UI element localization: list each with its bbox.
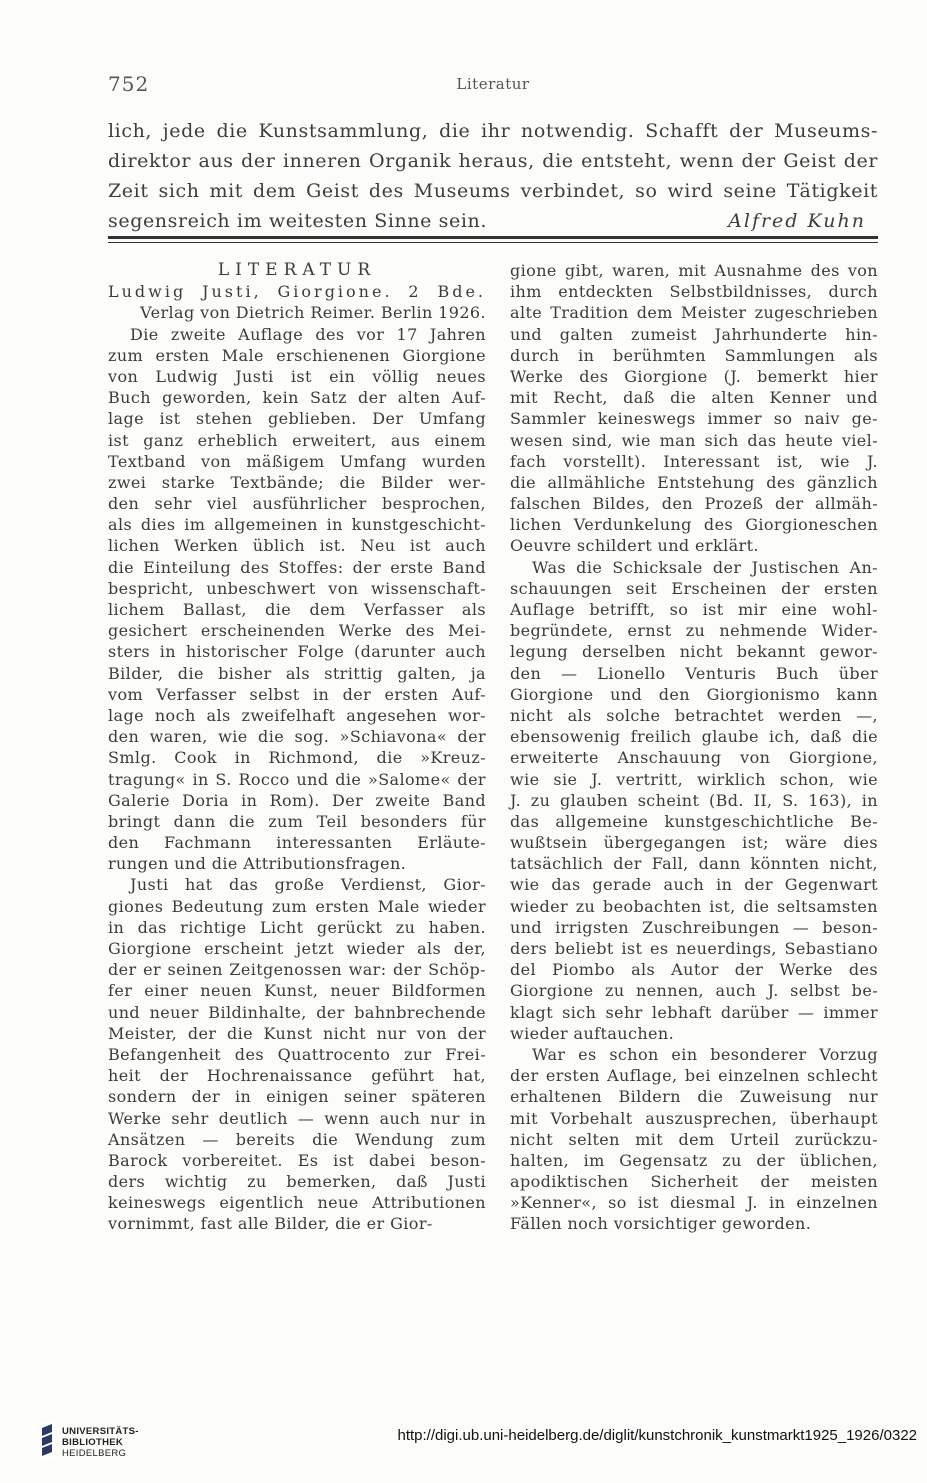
text-line: ihm entdeckten Selbstbildnisses, durch <box>510 282 878 302</box>
text-line: wieder zu beobachten ist, die seltsamsten <box>510 896 878 916</box>
text-line: bespricht, unbeschwert von wissenschaft- <box>108 578 486 598</box>
text-line: lichen Werken üblich ist. Neu ist auch <box>108 536 486 556</box>
text-line: zum ersten Male erschienenen Giorgione <box>108 345 486 365</box>
author-signature: Alfred Kuhn <box>728 210 866 232</box>
text-line: alte Tradition dem Meister zugeschrieben <box>510 303 878 323</box>
text-line: tatsächlich der Fall, dann könnten nicht, <box>510 854 878 874</box>
text-line: giones Bedeutung zum ersten Male wieder <box>108 896 486 916</box>
text-line: lage ist stehen geblieben. Der Umfang <box>108 409 486 429</box>
text-line: War es schon ein besonderer Vorzug <box>532 1044 878 1064</box>
text-line: heit der Hochrenaissance geführt hat, <box>108 1066 486 1086</box>
text-line: gesichert erscheinenden Werke des Mei- <box>108 621 486 641</box>
text-line: in das richtige Licht gerückt zu haben. <box>108 917 486 937</box>
right-column <box>510 260 878 1235</box>
text-line: nicht als solche betrachtet werden —, <box>510 705 878 725</box>
text-line: bringt dann die zum Teil besonders für <box>108 811 486 831</box>
text-line: und galten zumeist Jahrhunderte hin- <box>510 324 878 344</box>
text-line: del Piombo als Autor der Werke des <box>510 960 878 980</box>
text-line: Smlg. Cook in Richmond, die »Kreuz- <box>108 748 486 768</box>
running-head: Literatur <box>456 75 530 93</box>
library-name <box>62 1426 139 1459</box>
text-line: wußtsein übergegangen ist; wäre dies <box>510 833 878 853</box>
text-line: Galerie Doria in Rom). Der zweite Band <box>108 790 486 810</box>
text-line: den — Lionello Venturis Buch über <box>510 663 878 683</box>
text-line: mit Recht, daß die alten Kenner und <box>510 388 878 408</box>
text-line: wie das gerade auch in der Gegenwart <box>510 875 878 895</box>
text-line: Oeuvre schildert und erklärt. <box>510 536 759 556</box>
text-line: legung derselben nicht bekannt gewor- <box>510 642 878 662</box>
text-line: J. zu glauben scheint (Bd. II, S. 163), in <box>510 790 878 810</box>
text-line: Zeit sich mit dem Geist des Museums verbindet, so wird seine Tätigkeit <box>108 180 878 202</box>
text-line: Textband von mäßigem Umfang wurden <box>108 451 486 471</box>
section-title: LITERATUR <box>217 260 377 280</box>
book-author-title: Ludwig Justi, Giorgione. 2 Bde. <box>108 282 486 302</box>
text-line: mit Vorbehalt auszusprechen, überhaupt <box>510 1108 878 1128</box>
page-number: 752 <box>108 72 150 96</box>
text-line: der er seinen Zeitgenossen war: der Schöp- <box>108 960 486 980</box>
text-line: Barock vorbereitet. Es ist dabei beson- <box>108 1150 486 1170</box>
text-line: sters in historischer Folge (darunter auch <box>108 642 486 662</box>
text-line: als dies im allgemeinen in kunstgeschicht- <box>108 515 486 535</box>
text-line: erhaltenen Bildern die Zuweisung nur <box>510 1087 878 1107</box>
text-line: zwei starke Textbände; die Bilder wer- <box>108 472 486 492</box>
text-line: ebensowenig freilich glaube ich, daß die <box>510 727 878 747</box>
text-line: wesen sind, wie man sich das heute viel- <box>510 430 878 450</box>
text-line: und neuer Bildinhalte, der bahnbrechende <box>108 1002 486 1022</box>
text-line <box>108 206 878 236</box>
text-line: erweiterte Anschauung von Giorgione, <box>510 748 878 768</box>
publisher-line: Verlag von Dietrich Reimer. Berlin 1926. <box>140 303 486 323</box>
text-line: Giorgione erscheint jetzt wieder als der, <box>108 939 486 958</box>
text-line: die Einteilung des Stoffes: der erste Band <box>108 557 486 577</box>
text-line: der ersten Auflage, bei einzelnen schlecht <box>510 1066 878 1086</box>
section-divider-thick <box>108 236 878 239</box>
text-line: vom Verfasser selbst in der ersten Auf- <box>108 684 486 704</box>
text-line: vornimmt, fast alle Bilder, die er Gior- <box>108 1214 433 1234</box>
text-line: nicht selten mit dem Urteil zurückzu- <box>510 1129 878 1149</box>
text-line-content: segensreich im weitesten Sinne sein. <box>108 210 488 232</box>
text-line: klagt sich sehr lebhaft darüber — immer <box>510 1002 878 1022</box>
text-line: fach vorstellt). Interessant ist, wie J. <box>510 451 878 471</box>
text-line: »Kenner«, so ist diesmal J. in einzelnen <box>510 1193 878 1213</box>
text-line: lich, jede die Kunstsammlung, die ihr notwendig. Schafft der Museums- <box>108 120 878 142</box>
text-line: falschen Bildes, den Prozeß der allmäh- <box>510 494 878 514</box>
text-line: Befangenheit des Quattrocento zur Frei- <box>108 1044 486 1064</box>
page-header <box>108 72 878 100</box>
text-line: halten, im Gegensatz zu der üblichen, <box>510 1150 878 1170</box>
text-line: rungen und die Attributionsfragen. <box>108 854 407 874</box>
text-line: und irrigsten Zuschreibungen — beson- <box>510 917 878 937</box>
previous-article-ending <box>108 116 878 236</box>
text-line: direktor aus der inneren Organik heraus, die entsteht, wenn der Geist der <box>108 150 878 172</box>
text-line: ders wichtig zu bemerken, daß Justi <box>108 1172 486 1192</box>
text-line: Ansätzen — bereits die Wendung zum <box>108 1129 486 1149</box>
text-line: Buch geworden, kein Satz der alten Auf- <box>108 388 486 408</box>
text-line: fer einer neuen Kunst, neuer Bildformen <box>108 981 486 1001</box>
text-line: Sammler keineswegs immer so naiv ge- <box>510 409 878 429</box>
text-line: Fällen noch vorsichtiger geworden. <box>510 1214 812 1234</box>
text-line: von Ludwig Justi ist ein völlig neues <box>108 366 486 386</box>
page-footer <box>0 1418 927 1466</box>
text-line: Giorgione und den Giorgionismo kann <box>510 684 878 704</box>
text-line: den waren, wie die sog. »Schiavona« der <box>108 727 486 747</box>
text-line: lichen Verdunkelung des Giorgioneschen <box>510 515 878 535</box>
text-line: den sehr viel ausführlicher besprochen, <box>108 494 486 514</box>
text-line: Auflage betrifft, so ist mir eine wohl- <box>510 600 878 619</box>
library-name-line: HEIDELBERG <box>62 1448 127 1459</box>
text-line: sondern der in einigen seiner späteren <box>108 1087 486 1107</box>
text-line: tragung« in S. Rocco und die »Salome« der <box>108 769 486 789</box>
text-line: wie sie J. vertritt, wirklich schon, wie <box>510 769 878 789</box>
library-logo-icon <box>40 1422 54 1460</box>
text-line: durch in berühmten Sammlungen als <box>510 345 878 365</box>
text-line: lichem Ballast, die dem Verfasser als <box>108 600 486 619</box>
text-line: Meister, der die Kunst nicht nur von der <box>108 1023 486 1043</box>
text-line: schauungen seit Erscheinen der ersten <box>510 578 878 598</box>
section-divider-thin <box>108 242 878 243</box>
text-line: Werke sehr deutlich — wenn auch nur in <box>108 1108 486 1128</box>
left-column <box>108 260 486 1235</box>
text-line: die allmähliche Entstehung des gänzlich <box>510 472 878 492</box>
library-name-line: UNIVERSITÄTS- <box>62 1426 139 1437</box>
text-line: Werke des Giorgione (J. bemerkt hier <box>510 366 878 386</box>
text-line: gione gibt, waren, mit Ausnahme des von <box>510 261 878 280</box>
text-line: lage noch als zweifelhaft angesehen wor- <box>108 705 486 725</box>
text-line: das allgemeine kunstgeschichtliche Be- <box>510 811 878 831</box>
text-line: apodiktischen Sicherheit der meisten <box>510 1172 878 1192</box>
text-line: wieder auftauchen. <box>510 1023 675 1043</box>
text-line: den Fachmann interessanten Erläute- <box>108 833 486 853</box>
source-url-link[interactable]: http://digi.ub.uni-heidelberg.de/diglit/kunstchronik_kunstmarkt1925_1926/0322 <box>397 1427 917 1444</box>
text-line: keineswegs eigentlich neue Attributionen <box>108 1193 486 1213</box>
text-line: ist ganz erheblich erweitert, aus einem <box>108 430 486 450</box>
text-line: Giorgione zu nennen, auch J. selbst be- <box>510 981 878 1001</box>
text-line: ders beliebt ist es neuerdings, Sebastiano <box>510 939 878 958</box>
text-line: Justi hat das große Verdienst, Gior- <box>130 875 486 895</box>
text-line: Was die Schicksale der Justischen An- <box>532 557 878 577</box>
text-line: Bilder, die bisher als strittig galten, ja <box>108 663 486 683</box>
text-line: Die zweite Auflage des vor 17 Jahren <box>130 324 486 344</box>
library-name-line: BIBLIOTHEK <box>62 1437 124 1448</box>
text-line: begründete, ernst zu nehmende Wider- <box>510 621 878 641</box>
